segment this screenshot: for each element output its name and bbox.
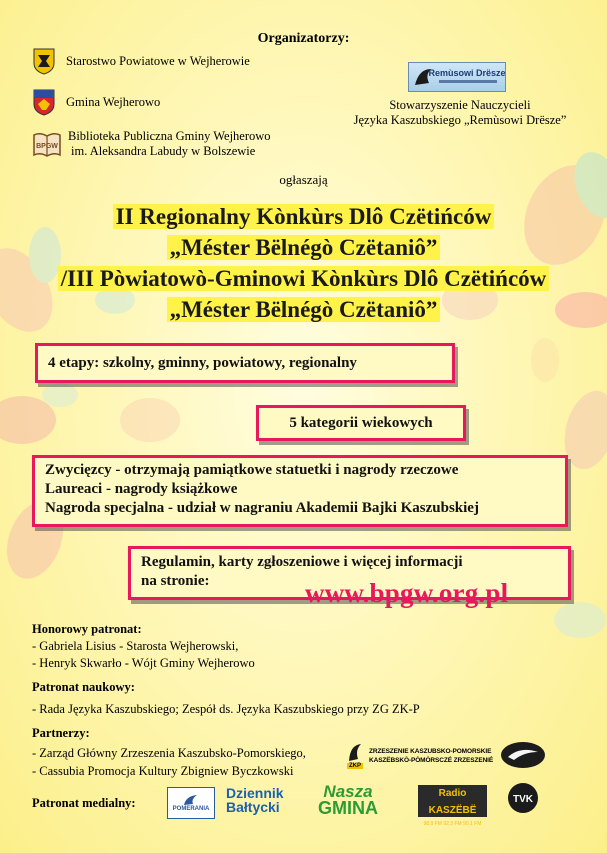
stages-box [35, 343, 455, 383]
pomerania-logo [167, 787, 215, 819]
nasza-gmina-logo [318, 783, 378, 817]
organizer-name: Gmina Wejherowo [66, 94, 161, 109]
zkp-logo [346, 741, 493, 771]
tvk-logo [503, 782, 543, 818]
title-text: II Regionalny Kònkùrs Dlô Czëtińców [113, 204, 495, 229]
title-line-4 [0, 296, 607, 323]
organizers-heading: Organizatorzy: [257, 31, 350, 46]
scientific-item: - Rada Języka Kaszubskiego; Zespół ds. Języka Kaszubskiego przy ZG ZK-P [32, 702, 420, 716]
title-text: /III Pòwiatowò-Gminowi Kònkùrs Dlô Czëtińców [58, 266, 550, 291]
association-line-1: Stowarzyszenie Nauczycieli [389, 98, 531, 112]
rules-line: na stronie: [141, 573, 210, 589]
stages-text: 4 etapy: szkolny, gminny, powiatowy, regionalny [48, 354, 357, 371]
powiat-crest-icon [32, 47, 56, 75]
organizer-row [32, 88, 160, 116]
organizer-name-block [68, 129, 271, 159]
nasza-line-1: Nasza [323, 782, 373, 801]
partners-heading: Partnerzy: [32, 726, 90, 740]
honorary-item: - Henryk Skwarło - Wójt Gminy Wejherowo [32, 656, 255, 670]
announce-text: ogłaszają [279, 172, 328, 187]
media-heading: Patronat medialny: [32, 796, 136, 810]
library-logo-text: BPGW [36, 143, 58, 150]
radio-frequencies: 98,9 FM 92,3 FM 90,1 FM [423, 821, 482, 827]
honorary-item: - Gabriela Lisius - Starosta Wejherowski, [32, 639, 239, 653]
title-text: „Méster Bëlnégò Czëtaniô” [167, 235, 441, 260]
association-name [325, 98, 595, 128]
title-line-2 [0, 234, 607, 261]
zkp-line-2: KASZËBSKÒ-PÒMÒRSCZÉ ZRZESZENIÉ [369, 757, 494, 764]
organizer-name-cont: im. Aleksandra Labudy w Bolszewie [71, 144, 256, 158]
zkp-text [369, 747, 493, 765]
nasza-line-2: GMINA [318, 798, 378, 818]
dziennik-logo [226, 786, 284, 814]
griffin-icon [409, 63, 505, 91]
organizer-row [32, 129, 271, 159]
award-line: Laureaci - nagrody książkowe [45, 481, 238, 497]
zkp-griffin-icon [346, 741, 364, 771]
radio-kaszebe-logo [418, 785, 487, 827]
dziennik-line-1: Dziennik [226, 785, 284, 801]
award-line: Nagroda specjalna - udział w nagraniu Akademii Bajki Kaszubskiej [45, 500, 479, 516]
awards-box [32, 455, 568, 527]
tvk-emblem-icon [503, 782, 543, 818]
library-book-icon [32, 129, 62, 159]
partner-item: - Zarząd Główny Zrzeszenia Kaszubsko-Pomorskiego, [32, 746, 306, 760]
categories-box [256, 405, 466, 441]
association-logo-text: Remùsowi Drësze [428, 68, 505, 78]
partner-item: - Cassubia Promocja Kultury Zbigniew Byczkowski [32, 764, 294, 778]
organizer-row [32, 47, 250, 75]
categories-text: 5 kategorii wiekowych [289, 414, 433, 431]
website-link[interactable]: www.bpgw.org.pl [305, 578, 509, 608]
pomerania-griffin-icon [181, 794, 201, 806]
pomerania-text: POMERANIA [172, 806, 210, 812]
award-line: Zwycięzcy - otrzymają pamiątkowe statuetki i nagrody rzeczowe [45, 462, 459, 478]
cassubia-logo [500, 740, 546, 770]
rules-line: Regulamin, karty zgłoszeniowe i więcej informacji [141, 554, 463, 570]
organizer-name: Biblioteka Publiczna Gminy Wejherowo [68, 129, 271, 143]
association-logo [408, 62, 506, 92]
zkp-badge: ZKP [349, 763, 361, 769]
cassubia-emblem-icon [500, 740, 546, 770]
gmina-crest-icon [32, 88, 56, 116]
title-line-1 [0, 203, 607, 230]
title-text: „Méster Bëlnégò Czëtaniô” [167, 297, 441, 322]
dziennik-line-2: Bałtycki [226, 799, 280, 815]
radio-name: Radio KASZËBË [428, 788, 477, 816]
association-line-2: Języka Kaszubskiego „Remùsowi Drësze” [353, 113, 567, 127]
zkp-line-1: ZRZESZENIE KASZUBSKO-POMORSKIE [369, 748, 492, 755]
title-line-3 [0, 265, 607, 292]
honorary-heading: Honorowy patronat: [32, 622, 142, 636]
organizer-name: Starostwo Powiatowe w Wejherowie [66, 53, 250, 68]
scientific-heading: Patronat naukowy: [32, 680, 135, 694]
tvk-text: TVK [513, 794, 533, 805]
